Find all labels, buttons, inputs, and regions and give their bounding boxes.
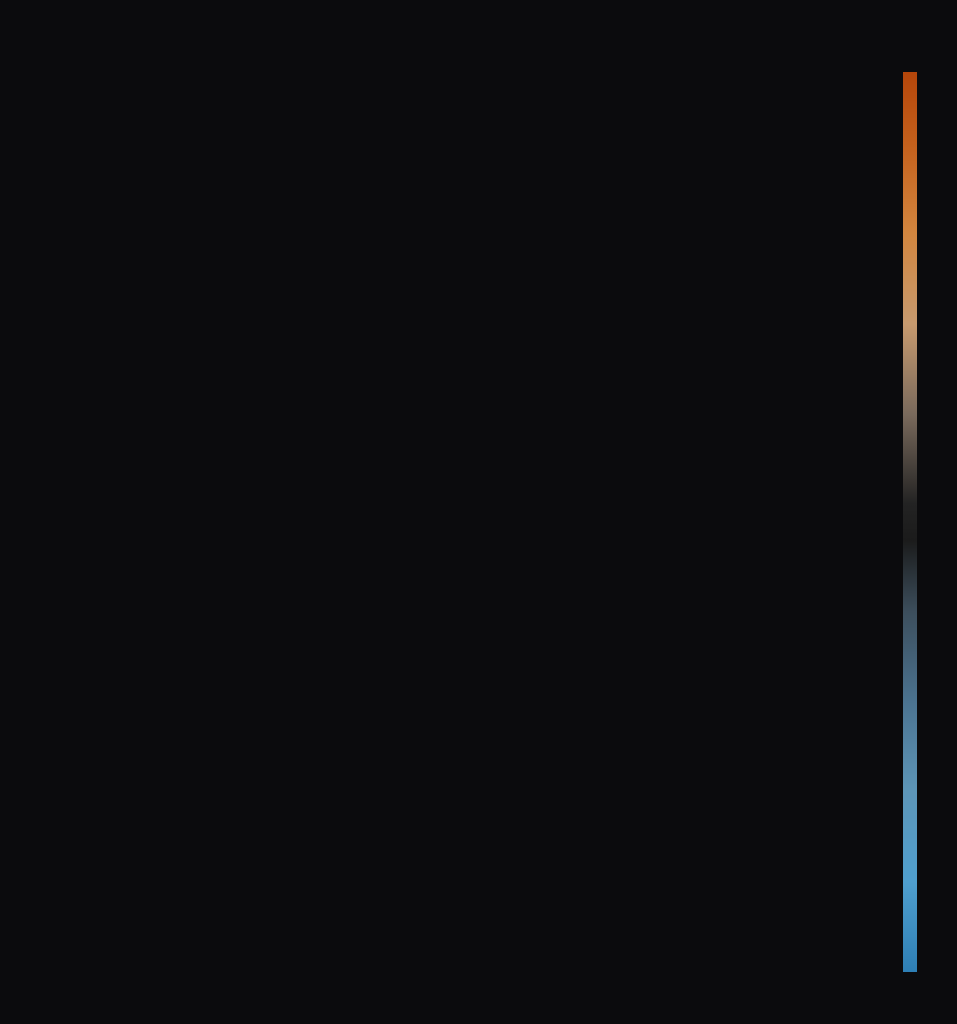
chart-footer (68, 1008, 110, 1018)
colorbar (903, 72, 917, 972)
